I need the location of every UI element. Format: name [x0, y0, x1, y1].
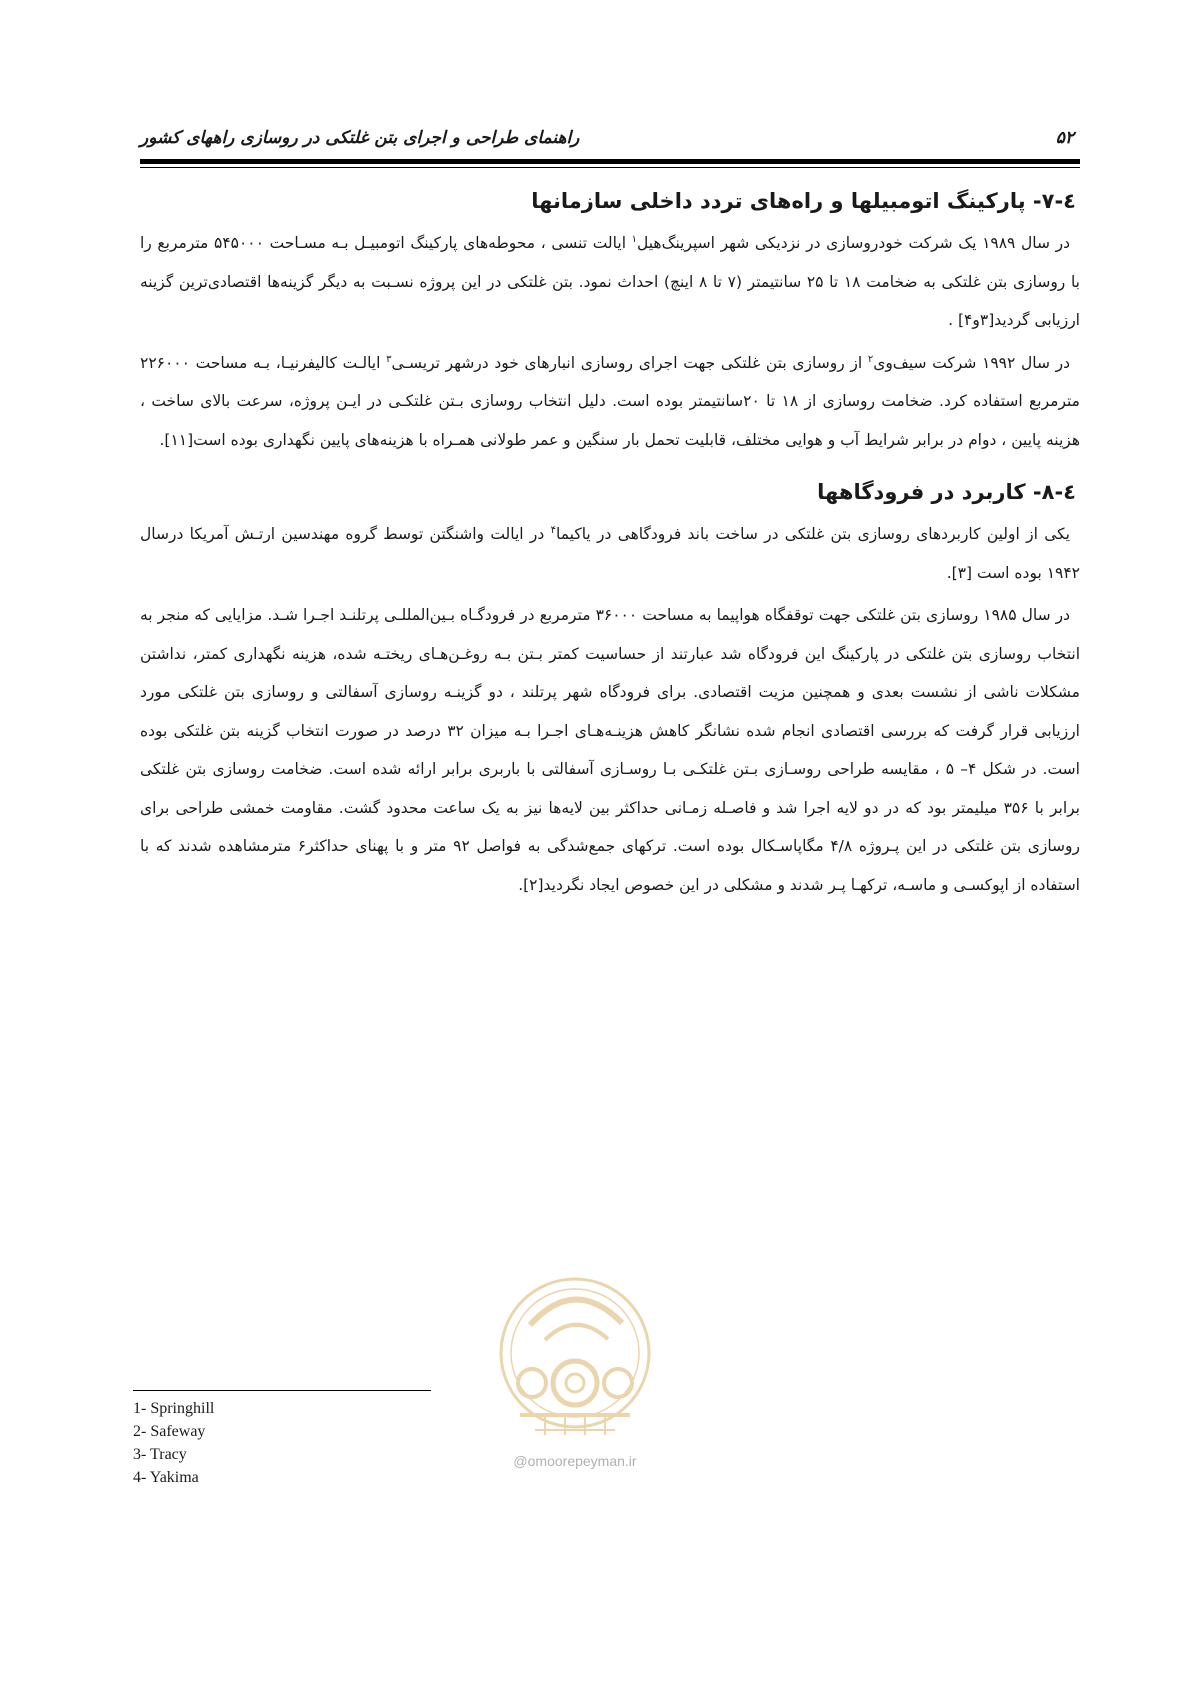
- watermark-logo: [490, 1265, 660, 1470]
- footnote-item: 2- Safeway: [133, 1423, 206, 1440]
- header-rule-thin: [140, 167, 1080, 168]
- section-heading-parking: ٤-٧- پارکینگ اتومبیلها و راه‌های تردد داخلی سازمانها: [531, 189, 1076, 213]
- watermark-url: @omoorepeyman.ir: [513, 1453, 637, 1469]
- running-header: [140, 128, 1080, 152]
- footnote-separator: [133, 1390, 431, 1391]
- footnote-ref-3: ۳: [386, 353, 392, 365]
- page-body: [140, 182, 1080, 904]
- section-heading-airports: ٤-٨- کاربرد در فرودگاهها: [817, 480, 1076, 504]
- paragraph-yakima: یکی از اولین کاربردهای روسازی بتن غلتکی در ساخت باند فرودگاهی در یاکیما$^۴$ در ایالت واشنگتن توسط گروه مهندسین ارتـش آمریکا درسال ۱۹۴۲ بوده است [۳].: [140, 524, 1080, 582]
- paragraph-springhill: در سال ۱۹۸۹ یک شرکت خودروسازی در نزدیکی شهر اسپرینگ‌هیل$^۱$ ایالت تنسی ، محوطه‌های پارکینگ اتومبیـل بـه مسـاحت ۵۴۵۰۰۰ مترمربع را با روسازی بتن غلتکی به ضخامت ۱۸ تا ۲۵ سانتیمتر (۷ تا ۸ اینچ) احداث نمود. بتن غلتکی در این پروژه نسـبت به دیگر گزینه‌ها اقتصادی‌ترین گزینه ارزیابی گردید[۳و۴] .: [140, 233, 1080, 329]
- footnote-ref-2: ۲: [867, 353, 874, 365]
- header-rule-thick: [140, 159, 1080, 164]
- page-number: ۵۲: [1055, 128, 1074, 148]
- footnote-item: 4- Yakima: [133, 1469, 199, 1486]
- paragraph-safeway: در سال ۱۹۹۲ شرکت سیف‌وی$^۲$ از روسازی بتن غلتکی جهت اجرای روسازی انبارهای خود درشهر تریسـی$^۳$ ایالـت کالیفرنیـا، بـه مساحت ۲۲۶۰۰۰ مترمربع استفاده کرد. ضخامت روسازی از ۱۸ تا ۲۰سانتیمتر بوده است. دلیل انتخاب روسازی بـتن غلتکـی در ایـن پروژه، سرعت بالای ساخت ، هزینه پایین ، دوام در برابر شرایط آب و هوایی مختلف، قابلیت تحمل بار سنگین و عمر طولانی همـراه با هزینه‌های پایین نگهداری بوده است[۱۱].: [140, 353, 1080, 449]
- footnote-ref-4: ۴: [550, 524, 556, 536]
- paragraph-portland: در سال ۱۹۸۵ روسازی بتن غلتکی جهت توقفگاه هواپیما به مساحت ۳۶۰۰۰ مترمربع در فرودگـاه بـین‌المللـی پرتلنـد اجـرا شـد. مزایایی که منجر به انتخاب روسازی بتن غلتکی در پارکینگ این فرودگاه شد عبارتند از حساسیت کمتر بـتن بـه روغـن‌هـای ریختـه شده، هزینه نگهداری کمتر، نداشتن مشکلات ناشی از نشست بعدی و همچنین مزیت اقتصادی. برای فرودگاه شهر پرتلند ، دو گزینـه روسازی آسفالتی و روسازی بتن غلتکی مورد ارزیابی قرار گرفت که بررسی اقتصادی انجام شده نشانگر کاهش هزینـه‌هـای اجـرا بـه میزان ۳۲ درصد در صورت انتخاب گزینه بتن غلتکی بوده است. در شکل ۴– ۵ ، مقایسه طراحی روسـازی بـتن غلتکـی بـا روسـازی آسفالتی با باربری برابر ارائه شده است. ضخامت روسازی بتن غلتکی برابر با ۳۵۶ میلیمتر بود که در دو لایه اجرا شد و فاصـله زمـانی حداکثر بین لایه‌ها نیز به یک ساعت محدود گشت. مقاومت خمشی طراحی برای روسازی بتن غلتکی در این پـروژه ۴/۸ مگاپاسـکال بوده است. ترکهای جمع‌شدگی به فواصل ۹۲ متر و با پهنای حداکثر۶ مترمشاهده شدند که با استفاده از اپوکسـی و ماسـه، ترکهـا پـر شدند و مشکلی در این خصوص ایجاد نگردید[۲].: [140, 606, 1080, 894]
- footnote-ref-1: ۱: [631, 233, 637, 245]
- watermark-emblem-icon: [490, 1265, 660, 1450]
- footnote-item: 1- Springhill: [133, 1400, 215, 1417]
- footnotes-list: [133, 1397, 214, 1489]
- footnote-item: 3- Tracy: [133, 1446, 187, 1463]
- header-title: راهنمای طراحی و اجرای بتن غلتکی در روسازی راههای کشور: [140, 128, 580, 148]
